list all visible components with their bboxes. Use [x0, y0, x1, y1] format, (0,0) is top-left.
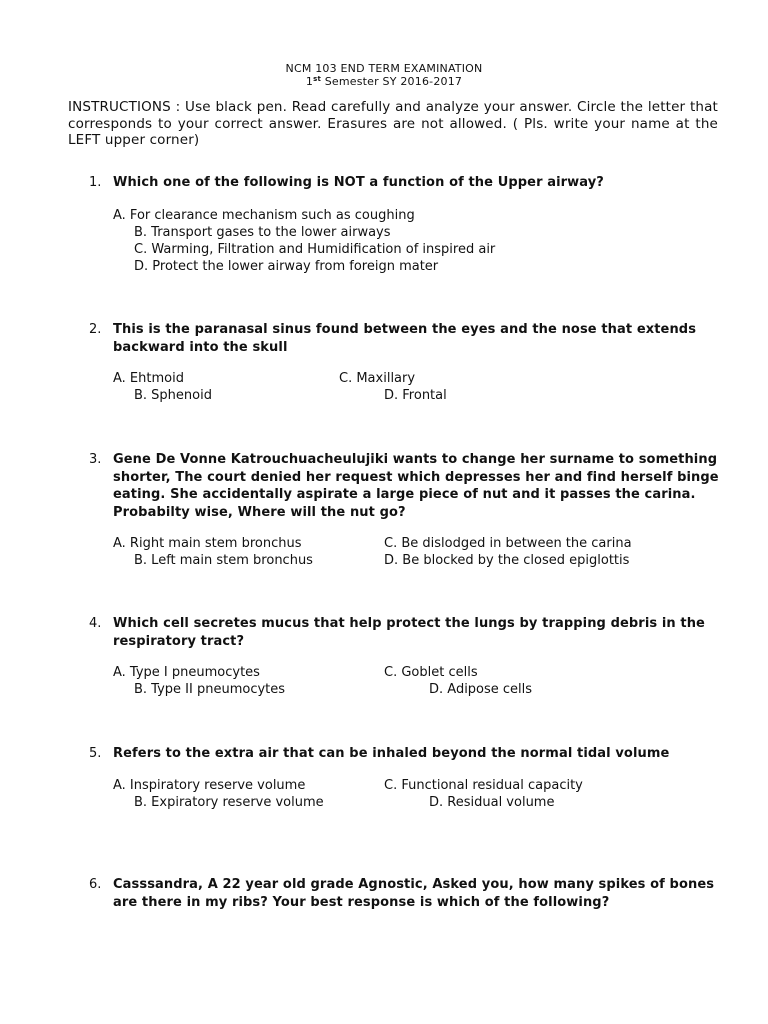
question-6: [89, 876, 719, 911]
question-number: 1.: [89, 175, 102, 190]
options: [113, 535, 719, 569]
option-c[interactable]: C. Be dislodged in between the carina: [384, 536, 632, 551]
option-d[interactable]: D. Protect the lower airway from foreign mater: [134, 258, 439, 274]
option-a[interactable]: A. Inspiratory reserve volume: [113, 777, 306, 793]
semester-number: 1: [305, 75, 314, 88]
options: [113, 664, 719, 698]
question-1: [89, 174, 719, 275]
option-a[interactable]: A. For clearance mechanism such as coughing: [113, 207, 415, 223]
option-b[interactable]: B. Transport gases to the lower airways: [134, 224, 391, 240]
options: [113, 207, 719, 275]
options: [113, 777, 719, 811]
question-number: 5.: [89, 746, 102, 761]
semester-superscript: st: [313, 75, 321, 83]
question-3: [89, 451, 719, 569]
question-4: [89, 615, 719, 698]
option-b[interactable]: B. Expiratory reserve volume: [134, 794, 324, 810]
question-stem: Which one of the following is NOT a function of the Upper airway?: [113, 175, 604, 190]
option-c[interactable]: C. Functional residual capacity: [384, 777, 583, 793]
option-b[interactable]: B. Type II pneumocytes: [134, 682, 286, 697]
option-b[interactable]: B. Sphenoid: [134, 388, 212, 403]
option-c[interactable]: C. Maxillary: [339, 371, 416, 386]
semester-text: Semester SY 2016-2017: [321, 75, 463, 88]
option-a[interactable]: A. Right main stem bronchus: [113, 536, 302, 551]
option-c[interactable]: C. Warming, Filtration and Humidification of inspired air: [134, 241, 496, 257]
option-a[interactable]: A. Type I pneumocytes: [113, 665, 260, 680]
option-d[interactable]: D. Frontal: [384, 388, 447, 403]
semester-line: [0, 75, 768, 88]
options: [113, 370, 719, 404]
option-d[interactable]: D. Residual volume: [429, 794, 555, 810]
option-d[interactable]: D. Be blocked by the closed epiglottis: [384, 553, 630, 568]
option-d[interactable]: D. Adipose cells: [429, 682, 533, 697]
option-c[interactable]: C. Goblet cells: [384, 665, 478, 680]
question-stem: Refers to the extra air that can be inhaled beyond the normal tidal volume: [113, 746, 670, 761]
question-number: 2.: [89, 322, 102, 337]
question-stem: Gene De Vonne Katrouchuacheulujiki wants to change her surname to something shorter, The court denied her request which depresses her and find herself binge eating. She accidentally aspirate a large piece of nut and it passes the carina. Probabilty wise, Where will the nut go?: [113, 452, 719, 520]
question-2: [89, 321, 719, 404]
question-5: [89, 745, 719, 811]
question-stem: This is the paranasal sinus found between the eyes and the nose that extends backward into the skull: [113, 322, 697, 355]
question-stem: Casssandra, A 22 year old grade Agnostic, Asked you, how many spikes of bones are there in my ribs? Your best response is which of the following?: [113, 877, 715, 910]
question-number: 4.: [89, 616, 102, 631]
exam-title: NCM 103 END TERM EXAMINATION: [285, 62, 483, 75]
question-number: 6.: [89, 877, 102, 892]
option-b[interactable]: B. Left main stem bronchus: [134, 553, 313, 568]
instructions: INSTRUCTIONS : Use black pen. Read carefully and analyze your answer. Circle the letter that corresponds to your correct answer. Erasures are not allowed. ( Pls. write your name at the LEFT upper corner): [68, 99, 718, 148]
question-stem: Which cell secretes mucus that help protect the lungs by trapping debris in the respiratory tract?: [113, 616, 705, 649]
question-number: 3.: [89, 452, 102, 467]
option-a[interactable]: A. Ehtmoid: [113, 371, 184, 386]
